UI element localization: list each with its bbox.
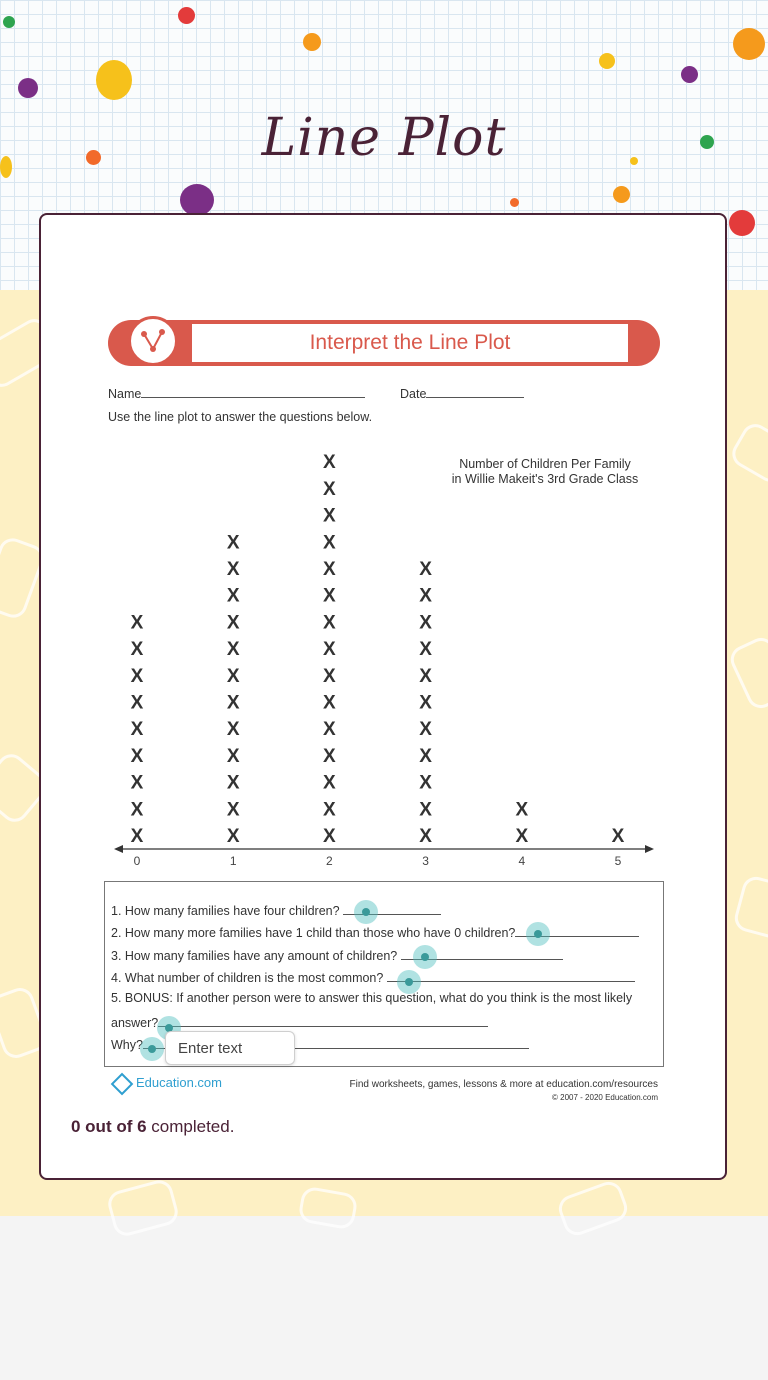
question-5-answer-label: answer? (111, 1016, 159, 1030)
plot-mark-2-5: X (323, 719, 336, 741)
plot-mark-0-4: X (130, 745, 144, 767)
worksheet-title: Interpret the Line Plot (192, 324, 628, 362)
answer-hotspot-6[interactable] (140, 1037, 164, 1061)
plot-mark-1-6: X (226, 692, 240, 714)
question-1-text: 1. How many families have four children? (111, 904, 340, 918)
plot-mark-4-1: X (515, 826, 529, 847)
chart-title-line-1: Number of Children Per Family (459, 457, 631, 471)
plot-mark-2-7: X (323, 665, 336, 687)
plot-mark-3-10: X (419, 585, 432, 607)
x-tick-label-5: 5 (614, 854, 622, 868)
plot-mark-1-2: X (226, 799, 240, 821)
x-tick-label-3: 3 (422, 854, 429, 868)
plot-mark-3-11: X (419, 559, 432, 580)
x-tick-label-2: 2 (326, 854, 333, 868)
brand-name: Education.com (136, 1075, 222, 1090)
plot-mark-0-8: X (130, 639, 144, 661)
plot-mark-3-8: X (419, 639, 432, 661)
question-3 (111, 947, 563, 963)
name-label: Name (108, 387, 142, 401)
plot-mark-3-3: X (419, 772, 432, 794)
plot-mark-1-8: X (226, 639, 240, 661)
plot-mark-0-5: X (130, 719, 144, 741)
plot-mark-2-9: X (323, 612, 336, 634)
plot-mark-4-2: X (515, 799, 529, 821)
answer-hotspot-3[interactable] (413, 945, 437, 969)
plot-mark-3-4: X (419, 745, 432, 767)
plot-mark-1-4: X (226, 745, 240, 767)
plot-mark-1-3: X (226, 772, 240, 794)
footer-resources: Find worksheets, games, lessons & more at education.com/resources (349, 1079, 658, 1090)
plot-mark-2-3: X (323, 772, 336, 794)
answer-line-4 (387, 969, 635, 982)
question-4 (111, 969, 635, 985)
pencil-icon (111, 1072, 134, 1095)
plot-mark-1-1: X (226, 826, 240, 847)
plot-mark-2-1: X (323, 826, 336, 847)
x-tick-label-4: 4 (518, 854, 526, 868)
plot-mark-2-11: X (323, 559, 336, 580)
instructions: Use the line plot to answer the questions below. (108, 410, 373, 424)
plot-mark-0-3: X (130, 772, 144, 794)
question-1 (111, 902, 441, 918)
plot-mark-2-2: X (323, 799, 336, 821)
question-2-text: 2. How many more families have 1 child than those who have 0 children? (111, 926, 516, 940)
chart-title-line-2: in Willie Makeit's 3rd Grade Class (451, 472, 639, 486)
question-4-text: 4. What number of children is the most common? (111, 971, 384, 985)
plot-mark-2-4: X (323, 745, 336, 767)
plot-mark-3-7: X (419, 665, 432, 687)
answer-hotspot-2[interactable] (526, 922, 550, 946)
plot-mark-2-10: X (323, 585, 336, 607)
answer-hotspot-1[interactable] (354, 900, 378, 924)
plot-mark-2-15: X (323, 452, 336, 474)
plot-mark-1-12: X (226, 532, 240, 554)
plot-mark-3-5: X (419, 719, 432, 741)
plot-mark-0-2: X (130, 799, 144, 821)
plot-mark-3-9: X (419, 612, 432, 634)
question-5-text: 5. BONUS: If another person were to answer this question, what do you think is the most likely (111, 991, 633, 1005)
plot-mark-3-6: X (419, 692, 432, 714)
footer-copyright: © 2007 - 2020 Education.com (552, 1093, 658, 1102)
answer-line-5 (158, 1014, 488, 1027)
plot-mark-3-1: X (419, 826, 432, 847)
plot-mark-1-9: X (226, 612, 240, 634)
plot-mark-3-2: X (419, 799, 432, 821)
progress-suffix: completed. (146, 1117, 235, 1136)
plot-mark-5-1: X (611, 826, 625, 847)
plot-mark-0-9: X (130, 612, 144, 634)
plot-mark-1-5: X (226, 719, 240, 741)
plot-mark-2-13: X (323, 505, 336, 527)
progress-count: 0 out of 6 (71, 1117, 147, 1136)
axis-arrow-left (114, 845, 123, 853)
page-title: Line Plot (261, 108, 507, 168)
education-logo (114, 1075, 222, 1092)
progress-status (71, 1117, 234, 1137)
answer-text-input[interactable] (165, 1031, 295, 1065)
answer-hotspot-4[interactable] (397, 970, 421, 994)
plot-mark-2-14: X (323, 478, 336, 500)
question-2 (111, 924, 639, 940)
plot-mark-1-10: X (226, 585, 240, 607)
question-3-text: 3. How many families have any amount of children? (111, 949, 398, 963)
plot-mark-0-6: X (130, 692, 144, 714)
question-5-why-label: Why? (111, 1038, 143, 1052)
plot-mark-2-12: X (323, 532, 336, 554)
plot-mark-2-6: X (323, 692, 336, 714)
x-tick-label-0: 0 (133, 854, 141, 868)
question-5 (111, 991, 632, 1005)
axis-arrow-right (645, 845, 654, 853)
plot-mark-0-1: X (130, 826, 144, 847)
plot-mark-1-11: X (226, 559, 240, 580)
date-label: Date (400, 387, 427, 401)
plot-mark-2-8: X (323, 639, 336, 661)
plot-mark-1-7: X (226, 665, 240, 687)
plot-mark-0-7: X (130, 665, 144, 687)
x-tick-label-1: 1 (229, 854, 237, 868)
